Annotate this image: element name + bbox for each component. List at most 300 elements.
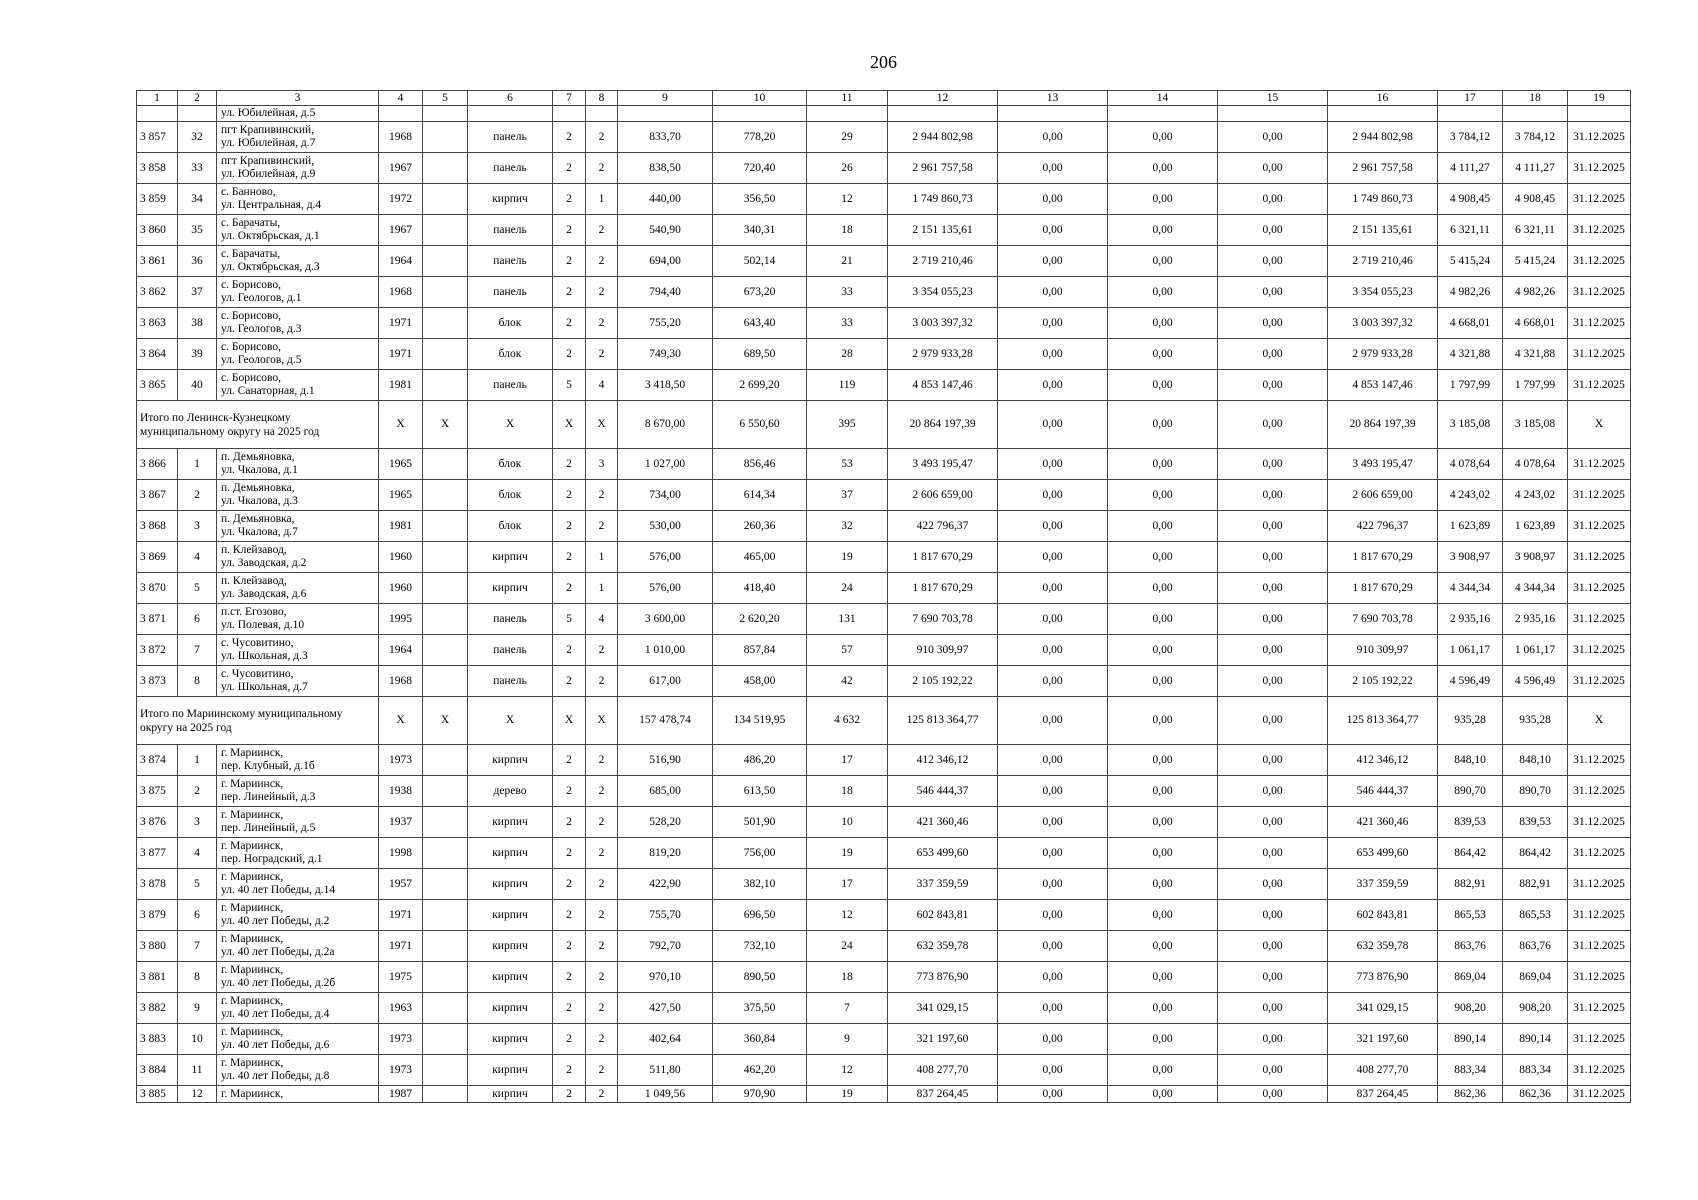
address-settlement: г. Мариинск, [221, 933, 284, 945]
cell-address [217, 511, 379, 542]
table-row [137, 807, 1631, 838]
cell-c14: 0,00 [1108, 480, 1218, 511]
cell-floors: 5 [553, 370, 586, 401]
cell-c5 [423, 449, 468, 480]
cell-c13: 0,00 [998, 838, 1108, 869]
cell-c12: 4 853 147,46 [888, 370, 998, 401]
cell-record-number: 3 859 [137, 184, 178, 215]
cell-c10: 696,50 [713, 900, 807, 931]
cell-c9: 755,70 [618, 900, 713, 931]
cell-index: 6 [178, 900, 217, 931]
cell-floors: 2 [553, 900, 586, 931]
cell-record-number: 3 867 [137, 480, 178, 511]
cell-wall-material: панель [468, 153, 553, 184]
cell-c14: 0,00 [1108, 573, 1218, 604]
cell-floors: 2 [553, 776, 586, 807]
table-row [137, 122, 1631, 153]
subtotal-label: Итого по Ленинск-Кузнецкому муниципальному округу на 2025 год [137, 401, 379, 449]
cell-c18: 3 908,97 [1503, 542, 1568, 573]
cell-c17: 4 908,45 [1438, 184, 1503, 215]
table-row [137, 1055, 1631, 1086]
cell-c16: 341 029,15 [1328, 993, 1438, 1024]
cell-c18: 4 596,49 [1503, 666, 1568, 697]
cell-deadline: 31.12.2025 [1568, 511, 1631, 542]
cell-address [217, 308, 379, 339]
cell-index: 9 [178, 993, 217, 1024]
cell-c10: 382,10 [713, 869, 807, 900]
cell-c11: 4 632 [807, 697, 888, 745]
cell-c13: 0,00 [998, 635, 1108, 666]
cell-year: 1971 [379, 339, 423, 370]
address-settlement: п. Демьяновка, [221, 482, 295, 494]
cell-year: 1938 [379, 776, 423, 807]
cell-entrances: 4 [586, 604, 618, 635]
cell-c5 [423, 153, 468, 184]
cell-address [217, 542, 379, 573]
cell-c5 [423, 542, 468, 573]
cell-index: 36 [178, 246, 217, 277]
cell-c13: 0,00 [998, 542, 1108, 573]
cell-c11: 19 [807, 838, 888, 869]
cell-index: 34 [178, 184, 217, 215]
cell-floors: 2 [553, 122, 586, 153]
column-header-6: 6 [468, 91, 553, 106]
address-settlement: г. Мариинск, [221, 778, 284, 790]
cell-c16: 2 719 210,46 [1328, 246, 1438, 277]
cell-floors: 2 [553, 449, 586, 480]
cell-floors: 2 [553, 480, 586, 511]
cell-wall-material: панель [468, 666, 553, 697]
cell-c15: 0,00 [1218, 807, 1328, 838]
cell-record-number: 3 860 [137, 215, 178, 246]
cell-index: 5 [178, 573, 217, 604]
cell-floors: 2 [553, 931, 586, 962]
cell-c17: 863,76 [1438, 931, 1503, 962]
table-row [137, 215, 1631, 246]
cell-c17: 4 321,88 [1438, 339, 1503, 370]
cell-c11: 10 [807, 807, 888, 838]
cell-c12: 602 843,81 [888, 900, 998, 931]
table-row [137, 1024, 1631, 1055]
cell-deadline: 31.12.2025 [1568, 277, 1631, 308]
cell-c5 [423, 1024, 468, 1055]
cell-c18: 2 935,16 [1503, 604, 1568, 635]
cell-year: 1972 [379, 184, 423, 215]
cell-c13: 0,00 [998, 604, 1108, 635]
address-street: ул. 40 лет Победы, д.6 [221, 1039, 330, 1051]
cell-deadline: 31.12.2025 [1568, 745, 1631, 776]
cell-c9: 1 027,00 [618, 449, 713, 480]
cell-c12: 653 499,60 [888, 838, 998, 869]
cell-year: 1973 [379, 1055, 423, 1086]
address-settlement: с. Борисово, [221, 279, 281, 291]
cell-c13: 0,00 [998, 931, 1108, 962]
cell-record-number: 3 874 [137, 745, 178, 776]
cell-c16: 4 853 147,46 [1328, 370, 1438, 401]
cell-c12: 408 277,70 [888, 1055, 998, 1086]
cell-deadline: 31.12.2025 [1568, 869, 1631, 900]
address-settlement: п. Клейзавод, [221, 544, 287, 556]
cell-c15: 0,00 [1218, 745, 1328, 776]
cell-year: 1971 [379, 308, 423, 339]
cell-floors: 2 [553, 339, 586, 370]
cell-c10: 6 550,60 [713, 401, 807, 449]
cell-c4: X [379, 401, 423, 449]
cell-c17: 882,91 [1438, 869, 1503, 900]
cell-c5 [423, 931, 468, 962]
cell-c15: 0,00 [1218, 993, 1328, 1024]
cell-c12: 20 864 197,39 [888, 401, 998, 449]
cell-record-number: 3 881 [137, 962, 178, 993]
cell-c14: 0,00 [1108, 370, 1218, 401]
cell-c15: 0,00 [1218, 900, 1328, 931]
cell-c10: 501,90 [713, 807, 807, 838]
cell-c15: 0,00 [1218, 308, 1328, 339]
cell-entrances: 2 [586, 1024, 618, 1055]
table-row [137, 931, 1631, 962]
address-street: ул. 40 лет Победы, д.14 [221, 884, 336, 896]
cell-c12: 1 817 670,29 [888, 542, 998, 573]
cell-wall-material: дерево [468, 776, 553, 807]
cell-deadline: 31.12.2025 [1568, 604, 1631, 635]
cell-c12: 412 346,12 [888, 745, 998, 776]
cell-c18: 1 623,89 [1503, 511, 1568, 542]
cell-year: 1968 [379, 122, 423, 153]
cell-c18: 4 982,26 [1503, 277, 1568, 308]
address-street: ул. Чкалова, д.1 [221, 464, 298, 476]
cell-c15: 0,00 [1218, 838, 1328, 869]
cell-c6: X [468, 401, 553, 449]
cell-c10: 614,34 [713, 480, 807, 511]
cell-c17: 4 111,27 [1438, 153, 1503, 184]
address-settlement: пгт Крапивинский, [221, 155, 315, 167]
cell-c11: 395 [807, 401, 888, 449]
cell-c16: 1 749 860,73 [1328, 184, 1438, 215]
address-settlement: с. Банново, [221, 186, 276, 198]
cell-c18: 883,34 [1503, 1055, 1568, 1086]
cell-c14: 0,00 [1108, 697, 1218, 745]
cell-c13: 0,00 [998, 339, 1108, 370]
cell-floors: 2 [553, 807, 586, 838]
cell-c9: 540,90 [618, 215, 713, 246]
cell-entrances: 2 [586, 962, 618, 993]
cell-address [217, 1086, 379, 1103]
cell-year: 1960 [379, 542, 423, 573]
cell-address [217, 900, 379, 931]
cell-index: 32 [178, 122, 217, 153]
cell-year: 1937 [379, 807, 423, 838]
cell-c16: 3 493 195,47 [1328, 449, 1438, 480]
cell-c15: 0,00 [1218, 542, 1328, 573]
cell-deadline: 31.12.2025 [1568, 635, 1631, 666]
cell-c5 [423, 573, 468, 604]
cell-index: 1 [178, 745, 217, 776]
cell-c5 [423, 480, 468, 511]
address-street: ул. Октябрьская, д.3 [221, 261, 320, 273]
cell-index: 3 [178, 511, 217, 542]
cell-record-number: 3 873 [137, 666, 178, 697]
cell-c11: 21 [807, 246, 888, 277]
cell-c14: 0,00 [1108, 308, 1218, 339]
address-street: ул. 40 лет Победы, д.8 [221, 1070, 330, 1082]
cell-c11: 17 [807, 745, 888, 776]
cell-floors: 2 [553, 215, 586, 246]
cell-c14: 0,00 [1108, 900, 1218, 931]
cell-c17: 935,28 [1438, 697, 1503, 745]
cell-address [217, 931, 379, 962]
cell-floors: 2 [553, 1086, 586, 1103]
cell-c5 [423, 339, 468, 370]
cell-deadline: 31.12.2025 [1568, 807, 1631, 838]
address-street: пер. Клубный, д.1б [221, 760, 315, 772]
cell-wall-material: кирпич [468, 869, 553, 900]
cell-index: 11 [178, 1055, 217, 1086]
cell-wall-material: кирпич [468, 931, 553, 962]
column-header-4: 4 [379, 91, 423, 106]
cell-wall-material: кирпич [468, 1055, 553, 1086]
cell-c9: 3 418,50 [618, 370, 713, 401]
cell-c6: X [468, 697, 553, 745]
cell-c17: 4 596,49 [1438, 666, 1503, 697]
cell-c12: 2 606 659,00 [888, 480, 998, 511]
cell-entrances: 2 [586, 339, 618, 370]
cell-deadline: 31.12.2025 [1568, 962, 1631, 993]
cell-record-number: 3 875 [137, 776, 178, 807]
cell-year: 1981 [379, 370, 423, 401]
cell-c5 [423, 370, 468, 401]
cell-c7: X [553, 697, 586, 745]
continuation-address: ул. Юбилейная, д.5 [217, 106, 379, 122]
cell-c9: 157 478,74 [618, 697, 713, 745]
cell-c16: 2 606 659,00 [1328, 480, 1438, 511]
cell-c9: 440,00 [618, 184, 713, 215]
cell-c16: 2 961 757,58 [1328, 153, 1438, 184]
cell-c16: 546 444,37 [1328, 776, 1438, 807]
cell-c17: 865,53 [1438, 900, 1503, 931]
address-street: ул. 40 лет Победы, д.2а [221, 946, 335, 958]
cell-c16: 3 354 055,23 [1328, 277, 1438, 308]
column-header-10: 10 [713, 91, 807, 106]
cell-c18: 5 415,24 [1503, 246, 1568, 277]
cell-c5 [423, 776, 468, 807]
cell-wall-material: блок [468, 480, 553, 511]
cell-year: 1981 [379, 511, 423, 542]
cell-entrances: 2 [586, 869, 618, 900]
cell-c12: 422 796,37 [888, 511, 998, 542]
cell-index: 3 [178, 807, 217, 838]
cell-year: 1965 [379, 449, 423, 480]
address-settlement: с. Барачаты, [221, 248, 281, 260]
cell-c10: 673,20 [713, 277, 807, 308]
cell-c5 [423, 184, 468, 215]
cell-floors: 2 [553, 635, 586, 666]
cell-c9: 617,00 [618, 666, 713, 697]
cell-c5 [423, 1055, 468, 1086]
cell-c14: 0,00 [1108, 745, 1218, 776]
cell-c14: 0,00 [1108, 511, 1218, 542]
cell-c18: 848,10 [1503, 745, 1568, 776]
cell-deadline: 31.12.2025 [1568, 449, 1631, 480]
table-row [137, 962, 1631, 993]
address-settlement: с. Борисово, [221, 372, 281, 384]
cell-floors: 2 [553, 542, 586, 573]
cell-deadline: 31.12.2025 [1568, 900, 1631, 931]
cell-c15: 0,00 [1218, 511, 1328, 542]
table-row [137, 1086, 1631, 1103]
cell-wall-material: блок [468, 308, 553, 339]
cell-c9: 685,00 [618, 776, 713, 807]
column-header-8: 8 [586, 91, 618, 106]
cell-entrances: 2 [586, 153, 618, 184]
cell-floors: 2 [553, 153, 586, 184]
address-street: ул. Заводская, д.2 [221, 557, 307, 569]
cell-c15: 0,00 [1218, 153, 1328, 184]
cell-year: 1995 [379, 604, 423, 635]
cell-c14: 0,00 [1108, 993, 1218, 1024]
cell-c14: 0,00 [1108, 122, 1218, 153]
address-street: пер. Ноградский, д.1 [221, 853, 323, 865]
cell-c5 [423, 246, 468, 277]
cell-c15: 0,00 [1218, 635, 1328, 666]
cell-address [217, 635, 379, 666]
cell-c15: 0,00 [1218, 1086, 1328, 1103]
cell-entrances: 2 [586, 993, 618, 1024]
cell-c12: 341 029,15 [888, 993, 998, 1024]
cell-c14: 0,00 [1108, 339, 1218, 370]
cell-year: 1964 [379, 635, 423, 666]
cell-year: 1968 [379, 277, 423, 308]
cell-deadline: 31.12.2025 [1568, 153, 1631, 184]
cell-c15: 0,00 [1218, 246, 1328, 277]
cell-c12: 321 197,60 [888, 1024, 998, 1055]
cell-year: 1987 [379, 1086, 423, 1103]
cell-c10: 360,84 [713, 1024, 807, 1055]
address-settlement: г. Мариинск, [221, 1057, 284, 1069]
cell-c10: 613,50 [713, 776, 807, 807]
cell-c12: 125 813 364,77 [888, 697, 998, 745]
cell-entrances: 2 [586, 635, 618, 666]
cell-c14: 0,00 [1108, 215, 1218, 246]
cell-index: 12 [178, 1086, 217, 1103]
table-row [137, 184, 1631, 215]
cell-c9: 819,20 [618, 838, 713, 869]
subtotal-label: Итого по Мариинскому муниципальному округу на 2025 год [137, 697, 379, 745]
cell-record-number: 3 877 [137, 838, 178, 869]
table-row [137, 339, 1631, 370]
cell-c5 [423, 838, 468, 869]
cell-entrances: 2 [586, 480, 618, 511]
cell-year: 1971 [379, 900, 423, 931]
cell-c9: 838,50 [618, 153, 713, 184]
cell-deadline: 31.12.2025 [1568, 184, 1631, 215]
cell-floors: 5 [553, 604, 586, 635]
cell-c5: X [423, 697, 468, 745]
cell-index: 2 [178, 776, 217, 807]
cell-entrances: 2 [586, 122, 618, 153]
cell-year: 1973 [379, 1024, 423, 1055]
cell-c10: 465,00 [713, 542, 807, 573]
table-row [137, 511, 1631, 542]
cell-c11: 131 [807, 604, 888, 635]
cell-address [217, 869, 379, 900]
address-settlement: с. Чусовитино, [221, 637, 294, 649]
cell-c11: 33 [807, 277, 888, 308]
cell-c11: 29 [807, 122, 888, 153]
cell-c5 [423, 277, 468, 308]
cell-c16: 1 817 670,29 [1328, 542, 1438, 573]
address-settlement: г. Мариинск, [221, 840, 284, 852]
cell-wall-material: панель [468, 246, 553, 277]
address-settlement: с. Чусовитино, [221, 668, 294, 680]
cell-c18: 4 908,45 [1503, 184, 1568, 215]
cell-c17: 883,34 [1438, 1055, 1503, 1086]
cell-c9: 516,90 [618, 745, 713, 776]
cell-address [217, 153, 379, 184]
cell-c10: 857,84 [713, 635, 807, 666]
cell-c13: 0,00 [998, 745, 1108, 776]
cell-entrances: 2 [586, 807, 618, 838]
cell-wall-material: кирпич [468, 745, 553, 776]
cell-record-number: 3 865 [137, 370, 178, 401]
cell-wall-material: панель [468, 370, 553, 401]
cell-c15: 0,00 [1218, 215, 1328, 246]
cell-c13: 0,00 [998, 1024, 1108, 1055]
cell-c16: 3 003 397,32 [1328, 308, 1438, 339]
cell-address [217, 1055, 379, 1086]
cell-c19: X [1568, 401, 1631, 449]
cell-wall-material: кирпич [468, 573, 553, 604]
cell-c15: 0,00 [1218, 401, 1328, 449]
cell-entrances: 2 [586, 308, 618, 339]
cell-c12: 3 354 055,23 [888, 277, 998, 308]
address-settlement: с. Борисово, [221, 310, 281, 322]
cell-c5 [423, 745, 468, 776]
cell-deadline: 31.12.2025 [1568, 370, 1631, 401]
cell-address [217, 838, 379, 869]
cell-c5 [423, 900, 468, 931]
cell-index: 4 [178, 542, 217, 573]
cell-c15: 0,00 [1218, 604, 1328, 635]
column-header-7: 7 [553, 91, 586, 106]
cell-record-number: 3 869 [137, 542, 178, 573]
cell-c18: 4 321,88 [1503, 339, 1568, 370]
cell-c14: 0,00 [1108, 1024, 1218, 1055]
cell-c10: 134 519,95 [713, 697, 807, 745]
column-header-13: 13 [998, 91, 1108, 106]
column-header-19: 19 [1568, 91, 1631, 106]
cell-c10: 643,40 [713, 308, 807, 339]
address-settlement: г. Мариинск, [221, 995, 284, 1007]
cell-wall-material: кирпич [468, 807, 553, 838]
cell-c9: 794,40 [618, 277, 713, 308]
address-street: ул. Школьная, д.7 [221, 681, 308, 693]
column-header-5: 5 [423, 91, 468, 106]
cell-deadline: 31.12.2025 [1568, 1024, 1631, 1055]
cell-address [217, 339, 379, 370]
address-settlement: с. Барачаты, [221, 217, 281, 229]
cell-c9: 1 049,56 [618, 1086, 713, 1103]
cell-c12: 7 690 703,78 [888, 604, 998, 635]
cell-floors: 2 [553, 1055, 586, 1086]
cell-c18: 3 185,08 [1503, 401, 1568, 449]
cell-c9: 755,20 [618, 308, 713, 339]
cell-address [217, 480, 379, 511]
cell-c14: 0,00 [1108, 807, 1218, 838]
cell-wall-material: кирпич [468, 962, 553, 993]
cell-wall-material: панель [468, 604, 553, 635]
cell-c15: 0,00 [1218, 666, 1328, 697]
cell-c13: 0,00 [998, 573, 1108, 604]
